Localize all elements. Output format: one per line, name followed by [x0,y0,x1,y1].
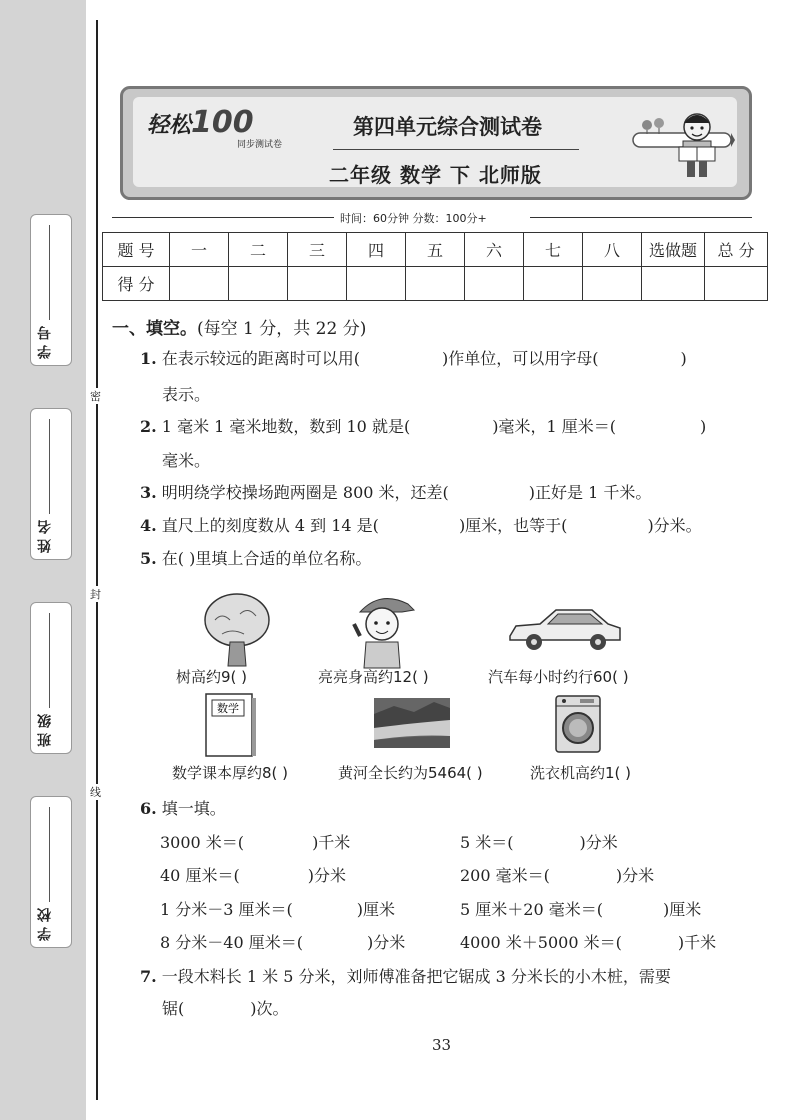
question-6 [140,796,226,819]
binding-margin [0,0,86,1120]
conversion-text: )分米 [366,933,406,952]
picture-caption: 黄河全长约为5464( ) [338,764,483,782]
question-text: 1 毫米 1 毫米地数，数到 10 就是( [161,417,411,436]
section-note: (每空 1 分，共 22 分) [197,319,367,339]
score-input-cell[interactable] [406,267,465,301]
score-input-cell[interactable] [705,267,768,301]
conversion-item [460,930,716,953]
student-id-tab [30,214,72,366]
question-text: ) [680,349,687,368]
question-2-line2: 毫米。 [162,451,211,470]
question-number: 2. [140,417,157,436]
reading-boy-pen-icon [631,103,735,185]
tree-icon [200,590,274,668]
question-text: 在表示较远的距离时可以用( [161,349,361,368]
car-icon [506,604,624,652]
conversion-item [460,897,701,920]
question-text: )厘米，也等于( [458,516,568,535]
question-number: 6. [140,799,157,818]
conversion-text: 8 分米－40 厘米＝( [160,933,303,952]
test-title: 第四单元综合测试卷 [353,114,542,139]
question-4 [140,513,702,536]
conversion-text: 5 厘米＋20 毫米＝( [460,900,603,919]
score-table [102,232,768,301]
picture-caption: 洗衣机高约1( ) [530,764,632,782]
question-7-line1 [140,964,671,987]
score-row-label: 得 分 [103,267,170,301]
conversion-text: )厘米 [356,900,396,919]
header-banner [120,86,752,200]
picture-caption: 数学课本厚约8( ) [172,764,289,782]
logo-subtitle: 同步测试卷 [237,140,283,150]
score-header-cell: 八 [583,233,642,267]
conversion-text: 200 毫米＝( [460,866,550,885]
seal-char-xian: 线 [90,786,101,799]
question-3 [140,480,651,503]
question-5 [140,546,371,569]
question-text: )作单位，可以用字母( [442,349,599,368]
binding-line [96,20,98,1100]
question-number: 5. [140,549,157,568]
question-7-line2 [162,996,289,1019]
score-input-cell[interactable] [229,267,288,301]
seal-char-mi: 密 [90,390,101,403]
conversion-text: )千米 [677,933,717,952]
score-header-cell: 七 [524,233,583,267]
school-underline [49,807,50,902]
textbook-cover-text: 数学 [217,702,239,715]
question-text: 在( )里填上合适的单位名称。 [161,549,372,568]
exam-info-rule-left [112,217,334,218]
question-1-line2: 表示。 [162,385,211,404]
score-header-cell: 五 [406,233,465,267]
score-header-cell: 题 号 [103,233,170,267]
picture-caption: 亮亮身高约12( ) [318,668,429,686]
page-number: 33 [432,1036,452,1054]
score-input-cell[interactable] [524,267,583,301]
conversion-item [160,830,350,853]
student-id-label: 学 号 [37,326,53,359]
logo-text: 轻松 [147,113,192,138]
picture-caption: 树高约9( ) [176,668,248,686]
score-header-cell: 四 [347,233,406,267]
score-input-cell[interactable] [288,267,347,301]
conversion-item [160,897,395,920]
question-text: )正好是 1 千米。 [528,483,652,502]
question-text: )次。 [250,999,289,1018]
score-input-cell[interactable] [583,267,642,301]
conversion-text: 40 厘米＝( [160,866,240,885]
question-text: 锯( [162,999,185,1018]
name-tab [30,408,72,560]
score-input-cell[interactable] [347,267,406,301]
score-input-cell[interactable] [465,267,524,301]
conversion-text: 5 米＝( [460,833,514,852]
class-underline [49,613,50,708]
name-underline [49,419,50,514]
conversion-item [460,863,654,886]
score-table-score-row [103,267,768,301]
conversion-text: )厘米 [662,900,702,919]
question-number: 3. [140,483,157,502]
question-text: ) [699,417,707,436]
header-inner [133,97,737,187]
section-title [112,314,366,339]
exam-info-text: 时间：60分钟 分数：100分+ [340,212,487,225]
score-header-cell: 总 分 [705,233,768,267]
question-text: 明明绕学校操场跑两圈是 800 米，还差( [161,483,449,502]
school-label: 学 校 [37,908,53,941]
conversion-item [460,830,618,853]
school-tab [30,796,72,948]
yellow-river-photo [374,698,450,748]
question-text: 一段木料长 1 米 5 分米，刘师傅准备把它锯成 3 分米长的小木桩，需要 [161,967,671,986]
conversion-text: )分米 [615,866,655,885]
question-text: )毫米，1 厘米＝( [492,417,616,436]
question-number: 7. [140,967,157,986]
boy-liangliang-icon [350,590,418,670]
conversion-text: )千米 [312,833,351,852]
class-label: 班 级 [37,714,53,747]
exam-info-row [112,210,752,224]
question-2-line1 [140,414,706,437]
score-header-cell: 六 [465,233,524,267]
student-id-underline [49,225,50,320]
title-rule [333,149,579,150]
seal-char-feng: 封 [90,588,101,601]
conversion-text: )分米 [579,833,618,852]
brand-logo [147,105,254,140]
class-tab [30,602,72,754]
score-input-cell[interactable] [170,267,229,301]
picture-caption: 汽车每小时约行60( ) [488,668,629,686]
conversion-item [160,863,346,886]
score-header-cell: 一 [170,233,229,267]
conversion-text: 1 分米－3 厘米＝( [160,900,293,919]
conversion-text: 4000 米＋5000 米＝( [460,933,622,952]
conversion-text: )分米 [307,866,346,885]
score-header-cell: 三 [288,233,347,267]
question-text: 填一填。 [161,799,226,818]
question-1-line1 [140,346,687,369]
score-input-cell[interactable] [642,267,705,301]
score-table-header-row [103,233,768,267]
logo-number: 100 [191,105,254,140]
test-subtitle: 二年级 数学 下 北师版 [329,163,542,187]
question-number: 4. [140,516,157,535]
question-text: 直尺上的刻度数从 4 到 14 是( [161,516,379,535]
conversion-item [160,930,405,953]
name-label: 姓 名 [37,520,53,553]
section-title-text: 一、填空。 [112,319,197,339]
question-text: )分米。 [647,516,702,535]
question-number: 1. [140,349,157,368]
math-textbook-icon [204,692,258,758]
conversion-text: 3000 米＝( [160,833,245,852]
score-header-cell: 二 [229,233,288,267]
washing-machine-icon [554,694,602,754]
score-header-cell: 选做题 [642,233,705,267]
exam-info-rule-right [530,217,752,218]
